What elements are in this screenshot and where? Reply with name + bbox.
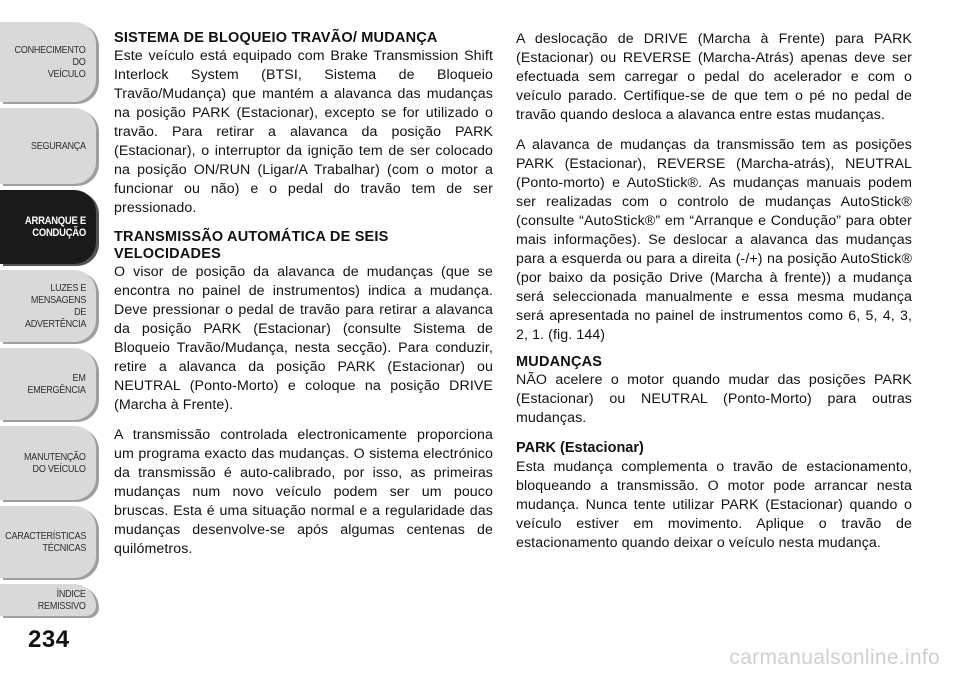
paragraph: A alavanca de mudanças da transmissão tem as posições PARK (Estacionar), REVERSE (Marcha-atrás), NEUTRAL (Ponto-morto) e AutoStick®. As mudanças manuais podem ser realizadas com o controlo de mudanças AutoStick® (consulte “AutoStick®” em “Arranque e Condução” para obter mais informações). Se deslocar a alavanca das mudanças para a esquerda ou para a direita (-/+) na posição AutoStick® (por baixo da posição Drive (Marcha à frente)) a mudança será seleccionada manualmente e essa mesma mudança será apresentada no painel de instrumentos como 6, 5, 4, 3, 2, 1. (fig. 144) — [516, 137, 912, 343]
paragraph: Esta mudança complementa o travão de estacionamento, bloqueando a transmissão. O motor pode arrancar nesta mudança. Nunca tente utilizar PARK (Estacionar) quando o veículo estiver em movimento. Aplique o travão de estacionamento quando deixar o veículo nesta mudança. — [516, 459, 912, 551]
page-number: 234 — [28, 626, 70, 653]
tab-em-emergencia[interactable] — [0, 348, 96, 420]
left-column — [114, 30, 493, 570]
paragraph: A transmissão controlada electronicamente proporciona um programa exacto das mudanças. O sistema electrónico da transmissão é auto-calibrado, por isso, as primeiras mudanças num novo veículo podem ser um pouco bruscas. Esta é uma situação normal e a regularidade das mudanças desenvolve-se após algumas centenas de quilómetros. — [114, 427, 493, 557]
tab-luzes-e-mensagens[interactable] — [0, 270, 96, 342]
subsection-title-park: PARK (Estacionar) — [516, 440, 644, 456]
tab-label: EM EMERGÊNCIA — [27, 372, 86, 396]
tab-arranque-e-conducao[interactable] — [0, 190, 96, 264]
right-column — [516, 30, 912, 564]
paragraph: Este veículo está equipado com Brake Transmission Shift Interlock System (BTSI, Sistema de Bloqueio Travão/Mudança) que mantém a alavanca das mudanças na posição PARK (Estacionar), excepto se for utilizado o travão. Para retirar a alavanca da posição PARK (Estacionar), o interruptor da ignição tem de ser colocado na posição ON/RUN (Ligar/A Trabalhar) (com o motor a funcionar ou não) e o pedal do travão tem de ser pressionado. — [114, 48, 493, 216]
tab-label: LUZES E MENSAGENS DE ADVERTÊNCIA — [24, 282, 86, 330]
chapter-tabs — [0, 0, 106, 678]
paragraph: O visor de posição da alavanca de mudanças (que se encontra no painel de instrumentos) indica a mudança. Deve pressionar o pedal de travão para retirar a alavanca da posição PARK (Estacionar) (consulte Sistema de Bloqueio Travão/Mudança, nesta secção). Para conduzir, retire a alavanca da posição PARK (Estacionar) ou NEUTRAL (Ponto-Morto) e coloque na posição DRIVE (Marcha à Frente). — [114, 264, 493, 413]
section-title-brake-interlock: SISTEMA DE BLOQUEIO TRAVÃO/ MUDANÇA — [114, 30, 438, 46]
tab-label: CARACTERÍSTICAS TÉCNICAS — [5, 530, 86, 554]
tab-manutencao-do-veiculo[interactable] — [0, 426, 96, 500]
tab-indice-remissivo[interactable] — [0, 584, 96, 616]
paragraph: NÃO acelere o motor quando mudar das posições PARK (Estacionar) ou NEUTRAL (Ponto-Morto) para outras mudanças. — [516, 372, 912, 426]
tab-label: CONHECIMENTO DO VEÍCULO — [15, 44, 86, 80]
tab-label: SEGURANÇA — [31, 140, 86, 152]
section-title-automatic-transmission: TRANSMISSÃO AUTOMÁTICA DE SEIS VELOCIDADES — [114, 229, 389, 262]
tab-label: MANUTENÇÃO DO VEÍCULO — [24, 451, 86, 475]
tab-label: ARRANQUE E CONDUÇÃO — [24, 215, 86, 239]
section-title-mudancas: MUDANÇAS — [516, 354, 603, 370]
tab-caracteristicas-tecnicas[interactable] — [0, 506, 96, 578]
tab-label: ÍNDICE REMISSIVO — [38, 588, 86, 612]
paragraph: A deslocação de DRIVE (Marcha à Frente) para PARK (Estacionar) ou REVERSE (Marcha-Atrás) apenas deve ser efectuada sem carregar o pedal do acelerador e com o veículo parado. Certifique-se de que tem o pé no pedal de travão quando desloca a alavanca entre estas mudanças. — [516, 31, 912, 123]
watermark: carmanualsonline.info — [729, 646, 940, 669]
tab-seguranca[interactable] — [0, 108, 96, 184]
tab-conhecimento-do-veiculo[interactable] — [0, 22, 96, 102]
